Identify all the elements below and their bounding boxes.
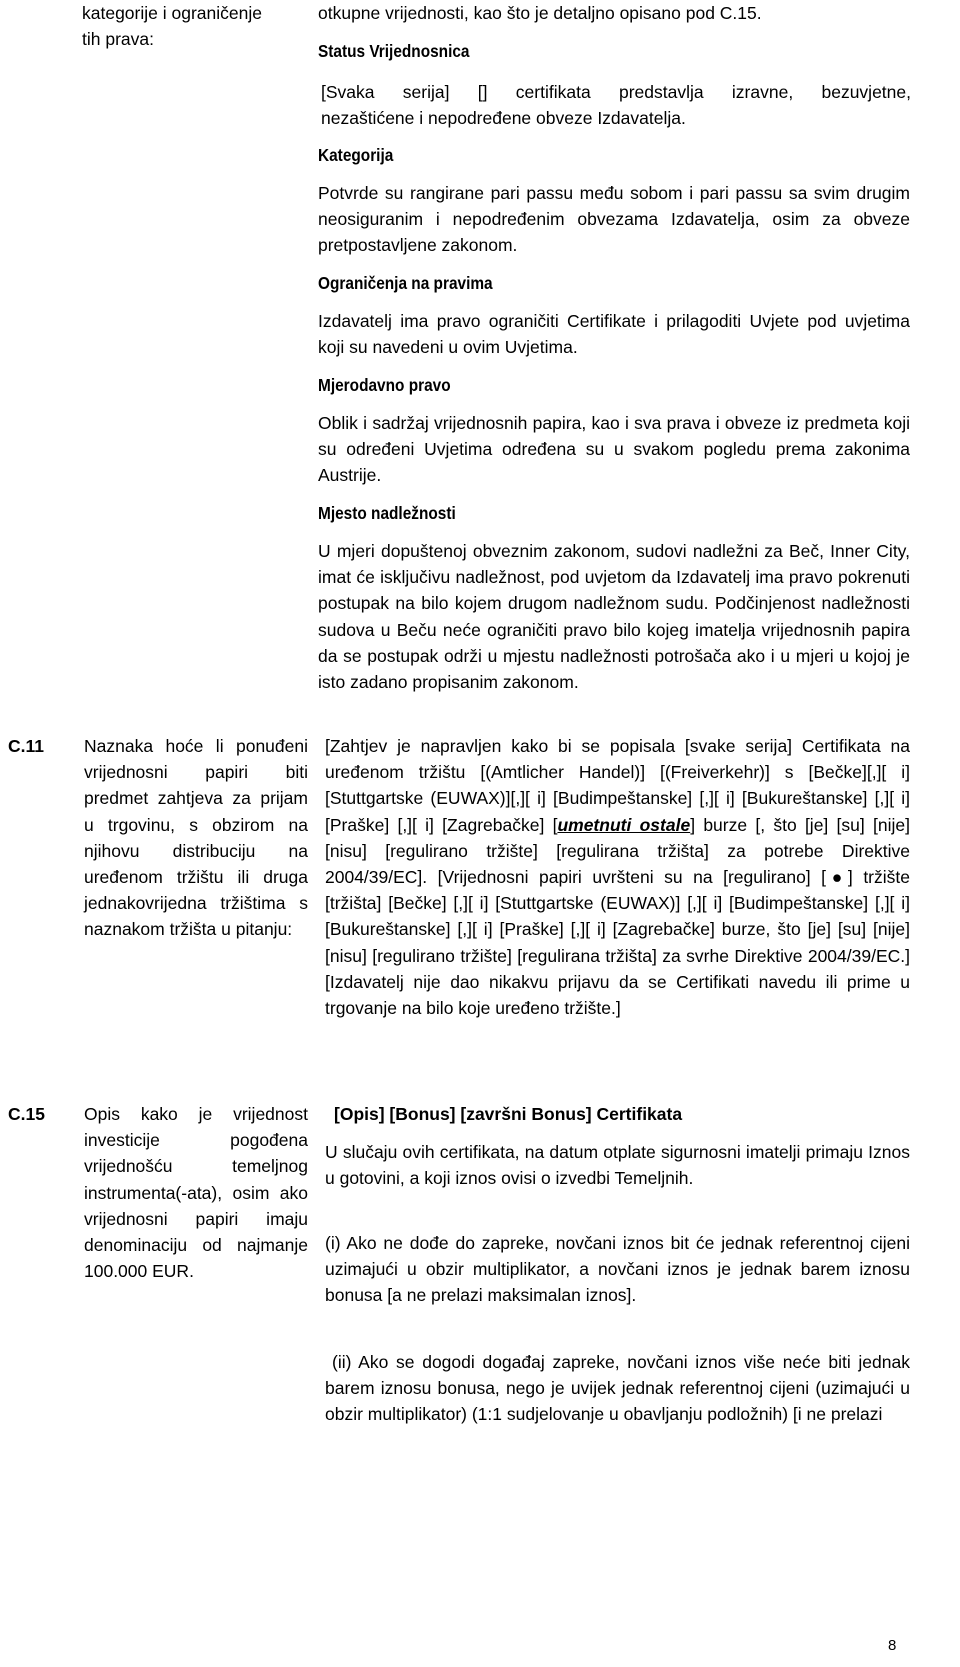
continuation-line: otkupne vrijednosti, kao što je detaljno opisano pod C.15. bbox=[318, 3, 762, 23]
right-column-top bbox=[318, 0, 910, 26]
page-number: 8 bbox=[888, 1637, 897, 1654]
ogranicenja-heading: Ograničenja na pravima bbox=[318, 273, 493, 293]
status-text-line2: nezaštićene i nepodređene obveze Izdavatelja. bbox=[321, 108, 686, 129]
c11-text-part2: ] burze [, što [je] [su] [nije] [nisu] [regulirano tržište] [regulirana tržišta] za potrebe Direktive 2004/39/EC]. [Vrijednosni papiri uvršteni su na [regulirano] [●] tržište [tržišta] [Bečke] [,][ i] [Stuttgartske (EUWAX)] [,][ i] [Budimpeštanske] [,][ i] [Bukureštanske] [,][ i] [Praške] [,][ i] [Zagrebačke] burze, što [je] [su] [nije] [nisu] [regulirano tržište] [regulirana tržišta] za svrhe Direktive 2004/39/EC.] [Izdavatelj nije dao nikakvu prijavu da se Certifikati navedu ili prime u trgovanje na bilo koje uređeno tržište.] bbox=[325, 814, 910, 1019]
c11-text-emphasis: umetnuti ostale bbox=[557, 814, 691, 835]
c15-label: Opis kako je vrijednost investicije pogođena vrijednošću temeljnog instrumenta(-ata), osim ako vrijednosni papiri imaju denominaciju od najmanje 100.000 EUR. bbox=[84, 1104, 308, 1282]
c11-code: C.11 bbox=[8, 736, 44, 756]
ogranicenja-text: Izdavatelj ima pravo ograničiti Certifikate i prilagoditi Uvjete pod uvjetima koji su navedeni u ovim Uvjetima. bbox=[318, 311, 910, 358]
mjesto-text: U mjeri dopuštenoj obveznim zakonom, sudovi nadležni za Beč, Inner City, imat će isključivu nadležnost, pod uvjetom da Izdavatelj ima pravo pokrenuti postupak na bilo kojem drugom nadležnom sudu. Podčinjenost nadležnosti sudova u Beču neće ograničiti pravo bilo kojeg imatelja vrijednosnih papira da se postupak održi u mjestu nadležnosti potrošača ako i u mjeri u kojoj je isto zadano propisanim zakonom. bbox=[318, 541, 910, 693]
c11-text bbox=[325, 733, 910, 1021]
c11-label: Naznaka hoće li ponuđeni vrijednosni papiri biti predmet zahtjeva za prijam u trgovinu, s obzirom na njihovu distribuciju na uređenom tržištu ili druga jednakovrijedna tržištima s naznakom tržišta u pitanju: bbox=[84, 736, 308, 940]
left-label-top-line2: tih prava: bbox=[82, 29, 154, 50]
c15-code: C.15 bbox=[8, 1104, 45, 1124]
mjerodavno-text: Oblik i sadržaj vrijednosnih papira, kao i sva prava i obveze iz predmeta koji su određeni Uvjetima određena su u svakom pogledu prema zakonima Austrije. bbox=[318, 413, 910, 486]
status-text bbox=[321, 79, 911, 131]
kategorija-text: Potvrde su rangirane pari passu među sobom i pari passu sa svim drugim neosiguranim i nepodređenim obvezama Izdavatelja, osim za obveze pretpostavljene zakonom. bbox=[318, 183, 910, 256]
c15-intro: U slučaju ovih certifikata, na datum otplate sigurnosni imatelji primaju Iznos u gotovini, a koji iznos ovisi o izvedbi Temeljnih. bbox=[325, 1142, 910, 1189]
status-heading: Status Vrijednosnica bbox=[318, 41, 470, 61]
kategorija-heading: Kategorija bbox=[318, 145, 394, 165]
mjerodavno-heading: Mjerodavno pravo bbox=[318, 375, 451, 395]
c15-case1: (i) Ako ne dođe do zapreke, novčani iznos bit će jednak referentnoj cijeni uzimajući u obzir multiplikator, a novčani iznos je jednak barem iznosu bonusa [a ne prelazi maksimalan iznos]. bbox=[325, 1233, 910, 1306]
c15-heading: [Opis] [Bonus] [završni Bonus] Certifikata bbox=[334, 1104, 683, 1124]
left-label-top bbox=[82, 0, 312, 52]
c11-text-part1: [Zahtjev je napravljen kako bi se popisala [svake serija] Certifikata na uređenom tržištu [(Amtlicher Handel)] [(Freiverkehr)] s [Bečke][,][ i] [Stuttgartske (EUWAX)][,][ i] [Budimpeštanske] [,][ i] [Bukureštanske] [,][ i] [Praške] [,][ i] [Zagrebačke] [ bbox=[325, 736, 910, 835]
left-label-top-line1: kategorije i ograničenje bbox=[82, 3, 262, 23]
mjesto-heading: Mjesto nadležnosti bbox=[318, 503, 456, 523]
c15-case2: (ii) Ako se dogodi događaj zapreke, novčani iznos više neće biti jednak barem iznosu bonusa, nego je uvijek jednak referentnoj cijeni (uzimajući u obzir multiplikator) (1:1 sudjelovanje u obavljanju podložnih) [i ne prelazi bbox=[325, 1352, 910, 1425]
status-text-line1: [Svaka serija] [] certifikata predstavlja izravne, bezuvjetne, bbox=[321, 82, 911, 102]
